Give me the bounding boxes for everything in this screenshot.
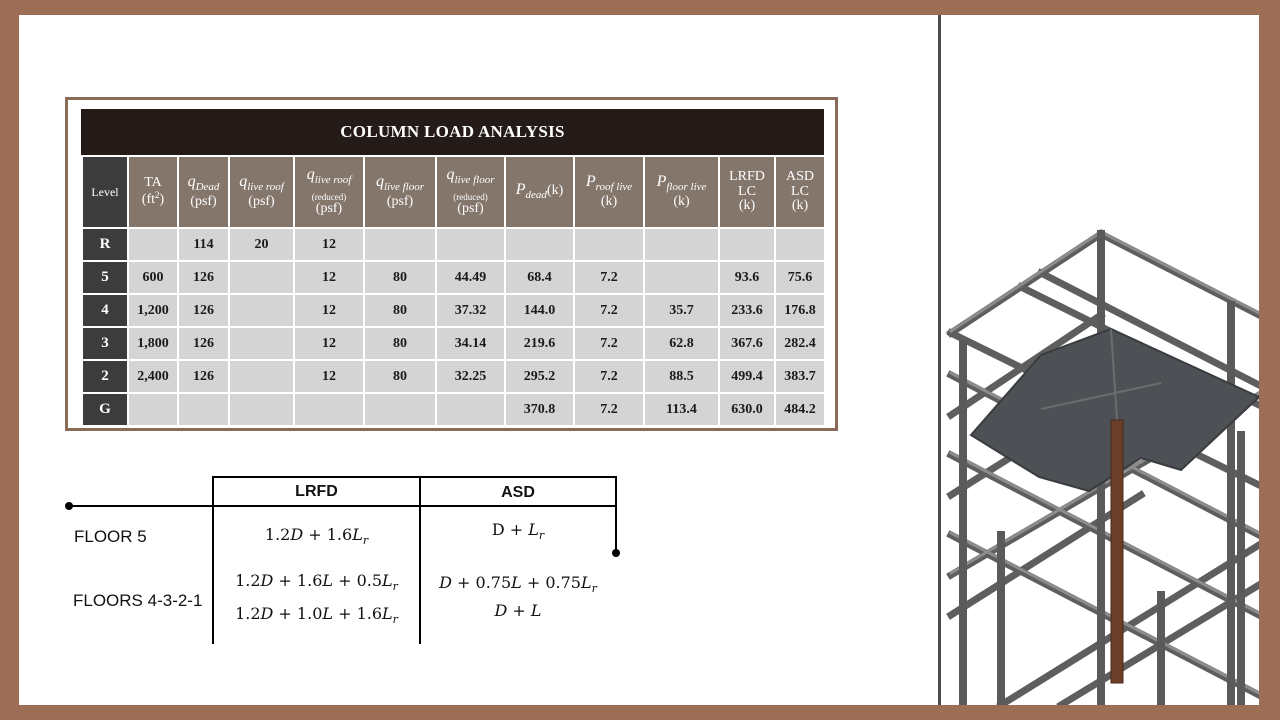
table-cell: 219.6 <box>505 327 574 360</box>
eq-coef: 1.2 <box>264 525 291 544</box>
table-title: COLUMN LOAD ANALYSIS <box>81 109 824 155</box>
header-asd-unit: (k) <box>791 198 809 214</box>
floor-5-asd-equation <box>421 520 615 542</box>
eq-var: L <box>511 573 522 592</box>
floor-5-label: FLOOR 5 <box>74 527 147 546</box>
eq-var: L <box>382 571 393 590</box>
table-cell: 88.5 <box>644 360 719 393</box>
header-lrfd-lc-label: LC <box>738 183 756 199</box>
eq-op: + 0.5 <box>333 571 383 590</box>
table-cell: 7.2 <box>574 393 644 426</box>
header-lrfd-unit: (k) <box>738 198 756 214</box>
table-cell: 295.2 <box>505 360 574 393</box>
eq-var: L <box>580 573 592 592</box>
table-cell: 80 <box>364 261 436 294</box>
header-q-live-floor-red-sub: live floor <box>454 174 495 187</box>
table-cell: 126 <box>178 294 229 327</box>
header-ta-unit: (ft <box>141 192 156 207</box>
slide <box>19 15 1259 705</box>
header-q-live-roof-red-note: (reduced) <box>311 191 347 202</box>
header-q-live-floor-red-note: (reduced) <box>453 191 488 202</box>
table-cell: 499.4 <box>719 360 775 393</box>
header-p-floor-live-sub: floor live <box>666 180 707 193</box>
table-cell: 12 <box>294 261 364 294</box>
header-q-live-floor-q: q <box>375 172 384 190</box>
combo-header-line <box>69 505 616 507</box>
eq-var: D <box>439 573 452 592</box>
header-q-dead-sub: Dead <box>195 180 220 193</box>
table-cell: 12 <box>294 327 364 360</box>
table-cell: 383.7 <box>775 360 825 393</box>
table-cell: 34.14 <box>436 327 505 360</box>
table-cell: 12 <box>294 360 364 393</box>
eq-var: D <box>290 525 304 544</box>
header-p-dead-p: P <box>515 181 526 199</box>
combo-top-line <box>212 476 616 478</box>
table-cell: 126 <box>178 360 229 393</box>
header-p-floor-live-unit: (k) <box>673 194 690 210</box>
table-cell: 7.2 <box>574 327 644 360</box>
eq-subscript: r <box>392 613 398 627</box>
table-cell: 20 <box>229 228 294 261</box>
table-cell: 370.8 <box>505 393 574 426</box>
header-p-roof-live-sub: roof live <box>595 180 633 193</box>
level-cell: 3 <box>82 327 128 360</box>
eq-var: D <box>260 604 274 623</box>
table-cell: 44.49 <box>436 261 505 294</box>
header-q-live-roof-unit: (psf) <box>248 194 275 210</box>
floors-lrfd-equation-1 <box>214 571 419 593</box>
table-cell: 80 <box>364 294 436 327</box>
header-q-live-floor-red-unit: (psf) <box>457 201 484 217</box>
highlighted-column <box>1111 420 1123 683</box>
floors-asd-equation-1 <box>421 573 615 595</box>
table-cell: 367.6 <box>719 327 775 360</box>
header-p-dead-unit: (k) <box>546 183 564 199</box>
eq-op: + 1.0 <box>273 604 323 623</box>
eq-subscript: r <box>392 580 398 594</box>
level-cell: 2 <box>82 360 128 393</box>
eq-subscript: r <box>538 529 545 543</box>
header-q-live-roof-sub: live roof <box>247 180 284 193</box>
eq-op: + 1.6 <box>333 604 383 623</box>
level-cell: 4 <box>82 294 128 327</box>
table-cell: 630.0 <box>719 393 775 426</box>
eq-var: L <box>530 601 542 620</box>
table-cell: 114 <box>178 228 229 261</box>
eq-op: + 0.75 <box>521 573 581 592</box>
eq-var: L <box>382 604 393 623</box>
eq-var: L <box>352 525 363 544</box>
table-cell: 80 <box>364 360 436 393</box>
floors-lrfd-equation-2 <box>214 604 419 626</box>
header-lrfd-label: LRFD <box>729 168 765 184</box>
floors-asd-equation-2 <box>421 601 615 620</box>
header-q-live-roof-q: q <box>239 172 248 190</box>
header-q-live-floor-red-q: q <box>446 166 455 184</box>
level-cell: R <box>82 228 128 261</box>
asd-header: ASD <box>501 484 535 501</box>
table-cell: 600 <box>128 261 178 294</box>
eq-coef: 1.2 <box>235 571 261 590</box>
eq-term: D + <box>491 520 529 539</box>
load-combinations <box>19 15 919 705</box>
header-asd-label: ASD <box>785 168 814 184</box>
eq-coef: 1.2 <box>235 604 261 623</box>
header-q-dead-q: q <box>187 172 196 190</box>
table-cell: 282.4 <box>775 327 825 360</box>
table-cell: 2,400 <box>128 360 178 393</box>
table-cell: 144.0 <box>505 294 574 327</box>
header-p-roof-live-p: P <box>585 172 596 190</box>
table-cell: 113.4 <box>644 393 719 426</box>
header-ta-label: TA <box>144 175 162 191</box>
header-p-roof-live-unit: (k) <box>600 194 618 210</box>
table-cell: 93.6 <box>719 261 775 294</box>
header-asd-lc-label: LC <box>791 183 809 199</box>
eq-subscript: r <box>591 582 597 596</box>
eq-subscript: r <box>362 534 369 548</box>
floors-4-3-2-1-label: FLOORS 4-3-2-1 <box>73 591 203 610</box>
combo-right-dot <box>612 549 620 557</box>
table-cell: 176.8 <box>775 294 825 327</box>
eq-op: + 1.6 <box>273 571 323 590</box>
eq-op: + 0.75 <box>451 573 512 592</box>
table-cell: 35.7 <box>644 294 719 327</box>
table-cell: 32.25 <box>436 360 505 393</box>
header-p-dead-sub: dead <box>525 189 547 202</box>
header-level-text: Level <box>91 184 119 199</box>
table-cell: 126 <box>178 261 229 294</box>
table-cell: 12 <box>294 294 364 327</box>
combo-right-line <box>615 476 617 553</box>
table-cell: 75.6 <box>775 261 825 294</box>
header-q-live-floor-sub: live floor <box>383 180 425 193</box>
table-cell: 37.32 <box>436 294 505 327</box>
table-cell: 7.2 <box>574 360 644 393</box>
table-cell: 68.4 <box>505 261 574 294</box>
steel-frame-illustration <box>941 15 1259 705</box>
header-ta-exp: 2 <box>155 190 160 200</box>
eq-var: D <box>494 601 508 620</box>
table-cell: 7.2 <box>574 294 644 327</box>
table-cell: 233.6 <box>719 294 775 327</box>
level-cell: G <box>82 393 128 426</box>
eq-op: + 1.6 <box>303 525 353 544</box>
header-p-floor-live-p: P <box>656 172 667 190</box>
lrfd-header: LRFD <box>295 483 338 500</box>
eq-var: L <box>322 571 333 590</box>
header-q-live-roof-red-unit: (psf) <box>315 201 343 217</box>
floor-5-lrfd-equation <box>214 525 419 547</box>
header-q-live-roof-red-q: q <box>306 166 315 184</box>
table-cell: 7.2 <box>574 261 644 294</box>
eq-var: L <box>528 520 539 539</box>
eq-var: D <box>260 571 274 590</box>
header-q-live-floor-unit: (psf) <box>386 194 414 210</box>
combo-left-dot <box>65 502 73 510</box>
eq-op: + <box>507 601 531 620</box>
table-cell: 126 <box>178 327 229 360</box>
header-q-live-roof-red-sub: live roof <box>314 174 352 187</box>
table-cell: 62.8 <box>644 327 719 360</box>
eq-var: L <box>322 604 333 623</box>
table-cell: 12 <box>294 228 364 261</box>
header-q-dead-unit: (psf) <box>190 194 217 210</box>
table-cell: 1,800 <box>128 327 178 360</box>
table-cell: 1,200 <box>128 294 178 327</box>
table-cell: 80 <box>364 327 436 360</box>
level-cell: 5 <box>82 261 128 294</box>
table-cell: 484.2 <box>775 393 825 426</box>
header-ta-close: ) <box>159 192 165 207</box>
